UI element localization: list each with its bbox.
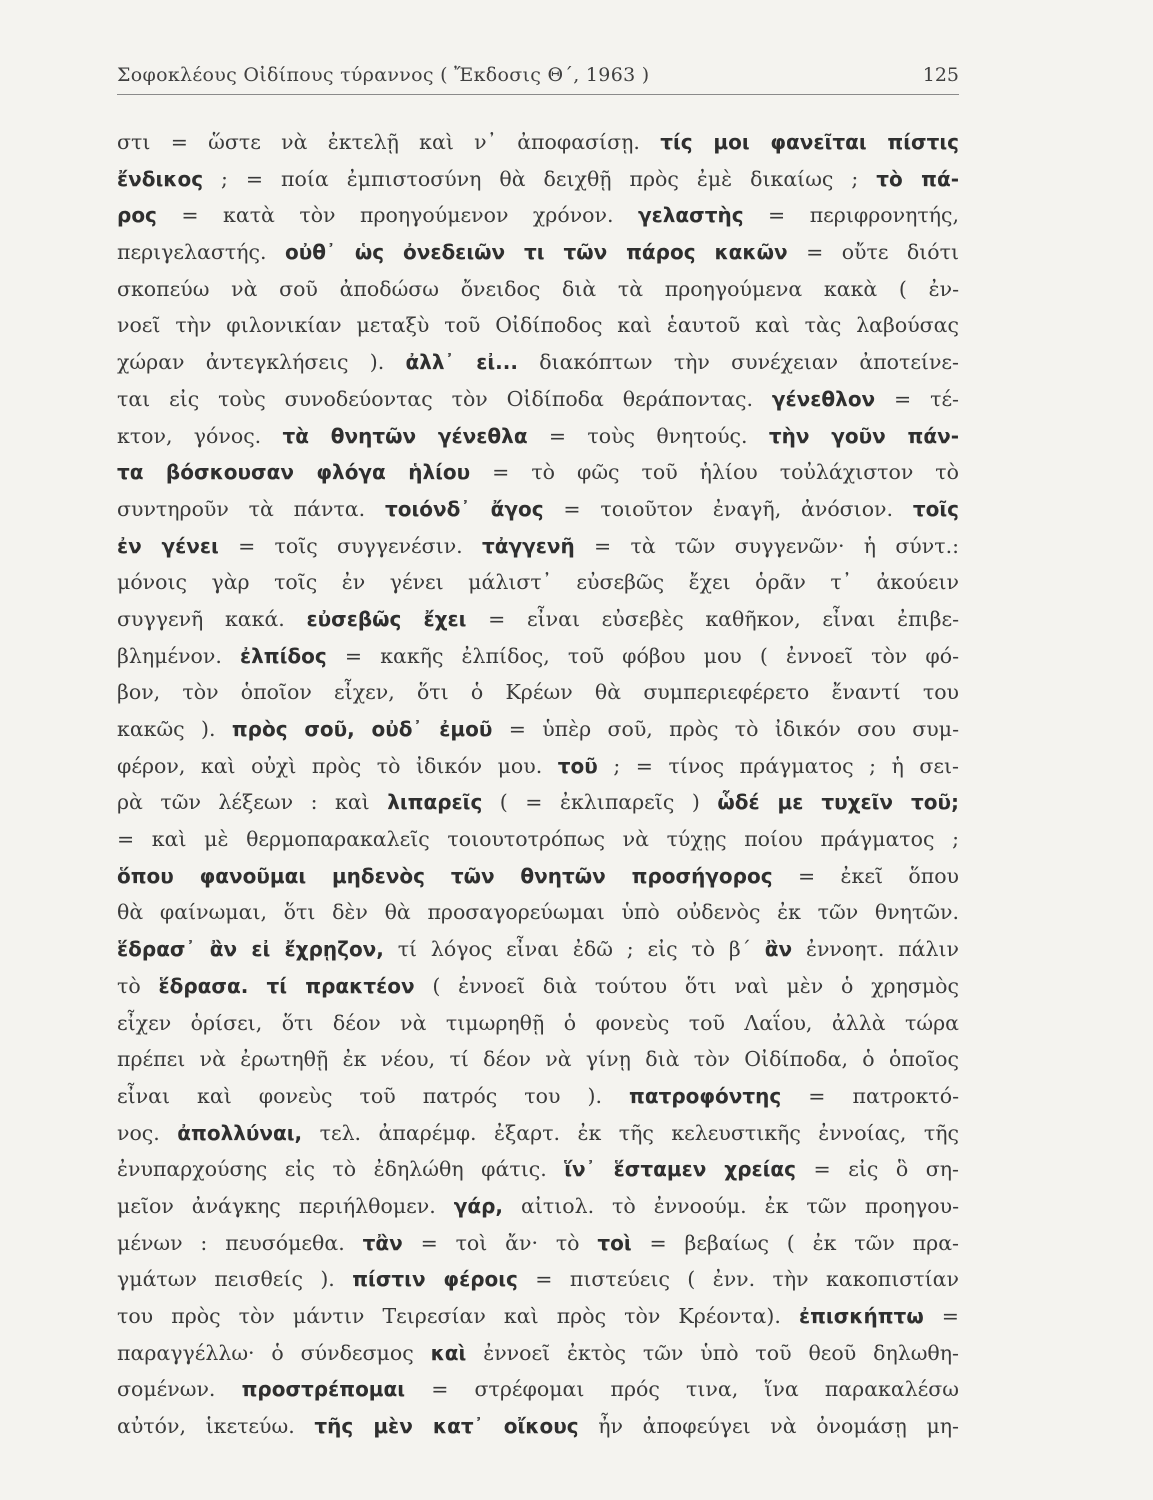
gloss-text: = τοὶ ἄν· τὸ (402, 1230, 598, 1255)
running-title: Σοφοκλέους Οἰδίπους τύραννος ( Ἔκδοσις Θ΄, 1963 ) (117, 64, 650, 86)
text-line (117, 894, 959, 931)
text-line (117, 1005, 959, 1042)
gloss-text: πρέπει νὰ ἐρωτηθῇ ἐκ νέου, τί δέον νὰ γίνῃ διὰ τὸν Οἰδίποδα, ὁ ὁποῖος (117, 1047, 959, 1072)
lemma-bold: τοῦ (557, 753, 598, 778)
gloss-text: = εἶναι εὐσεβὲς καθῆκον, εἶναι ἐπιβε- (466, 606, 959, 631)
text-line (117, 307, 959, 344)
gloss-text: ἐννοεῖ ἐκτὸς τῶν ὑπὸ τοῦ θεοῦ δηλωθη- (466, 1340, 959, 1365)
gloss-text: = τοιοῦτον ἐναγῆ, ἀνόσιον. (543, 496, 913, 521)
gloss-text: ἐννοητ. πάλιν (792, 937, 959, 962)
gloss-text: = οὔτε διότι (787, 240, 959, 265)
lemma-bold: τοὶ (597, 1230, 632, 1255)
lemma-bold: ρος (117, 203, 157, 228)
gloss-text: = εἰς ὃ ση- (796, 1157, 959, 1182)
lemma-bold: πατροφόντης (629, 1083, 782, 1108)
text-line (117, 418, 959, 455)
gloss-text: ται εἰς τοὺς συνοδεύοντας τὸν Οἰδίποδα θεράποντας. (117, 386, 772, 411)
gloss-text: βλημένον. (117, 643, 240, 668)
gloss-text: τί λόγος εἶναι ἐδῶ ; εἰς τὸ β΄ (383, 937, 765, 962)
text-line (117, 1335, 959, 1372)
gloss-text: = ὑπὲρ σοῦ, πρὸς τὸ ἰδικόν σου συμ- (492, 717, 959, 741)
lemma-bold: ὧδέ με τυχεῖν τοῦ; (717, 790, 959, 815)
gloss-text: μόνοις γὰρ τοῖς ἐν γένει μάλιστ᾽ εὐσεβῶς ἔχει ὁρᾶν τ᾽ ἀκούειν (117, 570, 959, 595)
gloss-text: = κατὰ τὸν προηγούμενον χρόνον. (156, 203, 638, 228)
lemma-bold: τοῖς (912, 496, 959, 521)
text-line (117, 1041, 959, 1078)
lemma-bold: γάρ, (453, 1193, 504, 1218)
text-line (117, 1408, 959, 1445)
gloss-text: νοεῖ τὴν φιλονικίαν μεταξὺ τοῦ Οἰδίποδος καὶ ἑαυτοῦ καὶ τὰς λαβούσας (117, 313, 959, 338)
lemma-bold: λιπαρεῖς (387, 790, 483, 815)
gloss-text: παραγγέλλω· ὁ σύνδεσμος (117, 1340, 431, 1365)
text-line (117, 858, 959, 895)
gloss-text: = (923, 1304, 959, 1328)
text-line (117, 491, 959, 528)
gloss-text: = τοὺς θνητούς. (527, 423, 769, 448)
gloss-text: κτον, γόνος. (117, 423, 283, 448)
gloss-text: τελ. ἀπαρέμφ. ἐξαρτ. ἐκ τῆς κελευστικῆς ἐννοίας, τῆς (302, 1120, 959, 1145)
gloss-text: ( = ἐκλιπαρεῖς ) (482, 790, 718, 815)
gloss-text: = πιστεύεις ( ἐνν. τὴν κακοπιστίαν (517, 1267, 959, 1292)
text-line (117, 234, 959, 271)
gloss-text: αὐτόν, ἱκετεύω. (117, 1414, 315, 1439)
lemma-bold: τοιόνδ᾽ ἄγος (384, 496, 544, 521)
lemma-bold: πρὸς σοῦ, οὐδ᾽ ἐμοῦ (231, 717, 493, 741)
lemma-bold: γένεθλον (771, 386, 876, 411)
gloss-text: γμάτων πεισθείς ). (117, 1267, 353, 1292)
gloss-text: = κακῆς ἐλπίδος, τοῦ φόβου μου ( ἐννοεῖ τὸν φό- (326, 643, 959, 668)
lemma-bold: τὰ θνητῶν γένεθλα (282, 423, 528, 448)
gloss-text: = τέ- (875, 386, 959, 411)
gloss-text: τὸ (117, 973, 159, 998)
gloss-text: = ἐκεῖ ὅπου (772, 863, 959, 888)
text-line (117, 161, 959, 198)
gloss-text: συντηροῦν τὰ πάντα. (117, 496, 385, 521)
gloss-text: σκοπεύω νὰ σοῦ ἀποδώσω ὄνειδος διὰ τὰ προηγούμενα κακὰ ( ἐν- (117, 276, 959, 301)
text-line (117, 1225, 959, 1262)
lemma-bold: ὅπου φανοῦμαι μηδενὸς τῶν θνητῶν προσήγορος (117, 863, 773, 888)
gloss-text: ἦν ἀποφεύγει νὰ ὀνομάσῃ μη- (578, 1414, 959, 1439)
lemma-bold: ἐν γένει (117, 533, 219, 558)
gloss-text: = περιφρονητής, (743, 203, 959, 228)
text-line (117, 821, 959, 858)
lemma-bold: ἐπισκήπτω (798, 1304, 924, 1328)
gloss-text: μένων : πευσόμεθα. (117, 1230, 363, 1255)
lemma-bold: ἐλπίδος (240, 643, 327, 668)
commentary-text (117, 124, 959, 1445)
lemma-bold: τῆς μὲν κατ᾽ οἴκους (314, 1414, 579, 1439)
lemma-bold: ἀλλ᾽ εἰ... (405, 350, 518, 375)
text-line (117, 344, 959, 381)
gloss-text: νος. (117, 1120, 178, 1145)
text-line (117, 1298, 959, 1335)
text-line (117, 454, 959, 491)
running-head (117, 62, 959, 96)
gloss-text: κακῶς ). (117, 717, 232, 741)
lemma-bold: ἕδρασα. τί πρακτέον (158, 973, 415, 998)
text-line (117, 931, 959, 968)
lemma-bold: προστρέπομαι (241, 1377, 406, 1402)
lemma-bold: τἀγγενῆ (481, 533, 575, 558)
lemma-bold: τίς μοι φανεῖται πίστις (660, 130, 959, 154)
lemma-bold: τὸ πά- (876, 166, 959, 191)
gloss-text: = βεβαίως ( ἐκ τῶν πρα- (631, 1230, 959, 1255)
text-line (117, 1151, 959, 1188)
text-line (117, 124, 959, 161)
text-line (117, 784, 959, 821)
lemma-bold: οὐθ᾽ ὡς ὀνεδειῶν τι τῶν πάρος κακῶν (284, 240, 788, 265)
gloss-text: του πρὸς τὸν μάντιν Τειρεσίαν καὶ πρὸς τὸν Κρέοντα). (117, 1304, 799, 1328)
gloss-text: = τὸ φῶς τοῦ ἡλίου τοὐλάχιστον τὸ (470, 460, 959, 485)
text-line (117, 638, 959, 675)
gloss-text: ( ἐννοεῖ διὰ τούτου ὅτι ναὶ μὲν ὁ χρησμὸς (414, 973, 959, 998)
lemma-bold: εὐσεβῶς ἔχει (306, 606, 467, 631)
gloss-text: μεῖον ἀνάγκης περιήλθομεν. (117, 1193, 454, 1218)
gloss-text: ἐνυπαρχούσης εἰς τὸ ἐδηλώθη φάτις. (117, 1157, 565, 1182)
text-line (117, 1261, 959, 1298)
header-rule (117, 94, 959, 95)
gloss-text: θὰ φαίνωμαι, ὅτι δὲν θὰ προσαγορεύωμαι ὑπὸ οὐδενὸς ἐκ τῶν θνητῶν. (117, 900, 959, 925)
gloss-text: ; = ποία ἐμπιστοσύνη θὰ δειχθῇ πρὸς ἐμὲ δικαίως ; (203, 166, 877, 191)
page-number: 125 (922, 64, 959, 86)
text-line (117, 564, 959, 601)
gloss-text: σομένων. (117, 1377, 242, 1402)
lemma-bold: ἵν᾽ ἕσταμεν χρείας (564, 1157, 797, 1182)
text-line (117, 968, 959, 1005)
text-line (117, 1371, 959, 1408)
text-line (117, 528, 959, 565)
text-line (117, 271, 959, 308)
gloss-text: αἰτιολ. τὸ ἐννοούμ. ἐκ τῶν προηγου- (503, 1193, 959, 1218)
gloss-text: = στρέφομαι πρός τινα, ἵνα παρακαλέσω (405, 1377, 959, 1402)
lemma-bold: πίστιν φέροις (352, 1267, 518, 1292)
lemma-bold: τα βόσκουσαν φλόγα ἡλίου (117, 460, 471, 485)
lemma-bold: ἕδρασ᾽ ἂν εἰ ἔχρῃζον, (117, 937, 384, 962)
lemma-bold: ἀπολλύναι, (177, 1120, 303, 1145)
text-line (117, 197, 959, 234)
lemma-bold: ἔνδικος (117, 166, 204, 191)
text-line (117, 1115, 959, 1152)
gloss-text: συγγενῆ κακά. (117, 606, 307, 631)
text-line (117, 381, 959, 418)
gloss-text: = πατροκτό- (781, 1083, 959, 1108)
lemma-bold: ἂν (764, 937, 793, 962)
text-line (117, 711, 959, 748)
gloss-text: χώραν ἀντεγκλήσεις ). (117, 350, 406, 375)
lemma-bold: καὶ (430, 1340, 467, 1365)
gloss-text: στι = ὥστε νὰ ἐκτελῇ καὶ ν᾽ ἀποφασίσῃ. (117, 130, 661, 154)
text-line (117, 1188, 959, 1225)
gloss-text: = καὶ μὲ θερμοπαρακαλεῖς τοιουτοτρόπως νὰ τύχῃς ποίου πράγματος ; (117, 827, 959, 852)
gloss-text: περιγελαστής. (117, 240, 285, 265)
text-line (117, 601, 959, 638)
gloss-text: διακόπτων τὴν συνέχειαν ἀποτείνε- (517, 350, 959, 375)
lemma-bold: τὴν γοῦν πάν- (768, 423, 959, 448)
gloss-text: βον, τὸν ὁποῖον εἶχεν, ὅτι ὁ Κρέων θὰ συμπεριεφέρετο ἔναντί του (117, 680, 959, 705)
lemma-bold: τἂν (362, 1230, 403, 1255)
gloss-text: = τὰ τῶν συγγενῶν· ἡ σύντ.: (574, 533, 959, 558)
gloss-text: ρὰ τῶν λέξεων : καὶ (117, 790, 388, 815)
text-line (117, 1078, 959, 1115)
gloss-text: εἶχεν ὁρίσει, ὅτι δέον νὰ τιμωρηθῇ ὁ φονεὺς τοῦ Λαΐου, ἀλλὰ τώρα (117, 1010, 959, 1035)
gloss-text: = τοῖς συγγενέσιν. (218, 533, 482, 558)
text-line (117, 674, 959, 711)
gloss-text: εἶναι καὶ φονεὺς τοῦ πατρός του ). (117, 1083, 630, 1108)
text-line (117, 748, 959, 785)
lemma-bold: γελαστὴς (637, 203, 744, 228)
gloss-text: ; = τίνος πράγματος ; ἡ σει- (597, 753, 959, 778)
gloss-text: φέρον, καὶ οὐχὶ πρὸς τὸ ἰδικόν μου. (117, 753, 558, 778)
